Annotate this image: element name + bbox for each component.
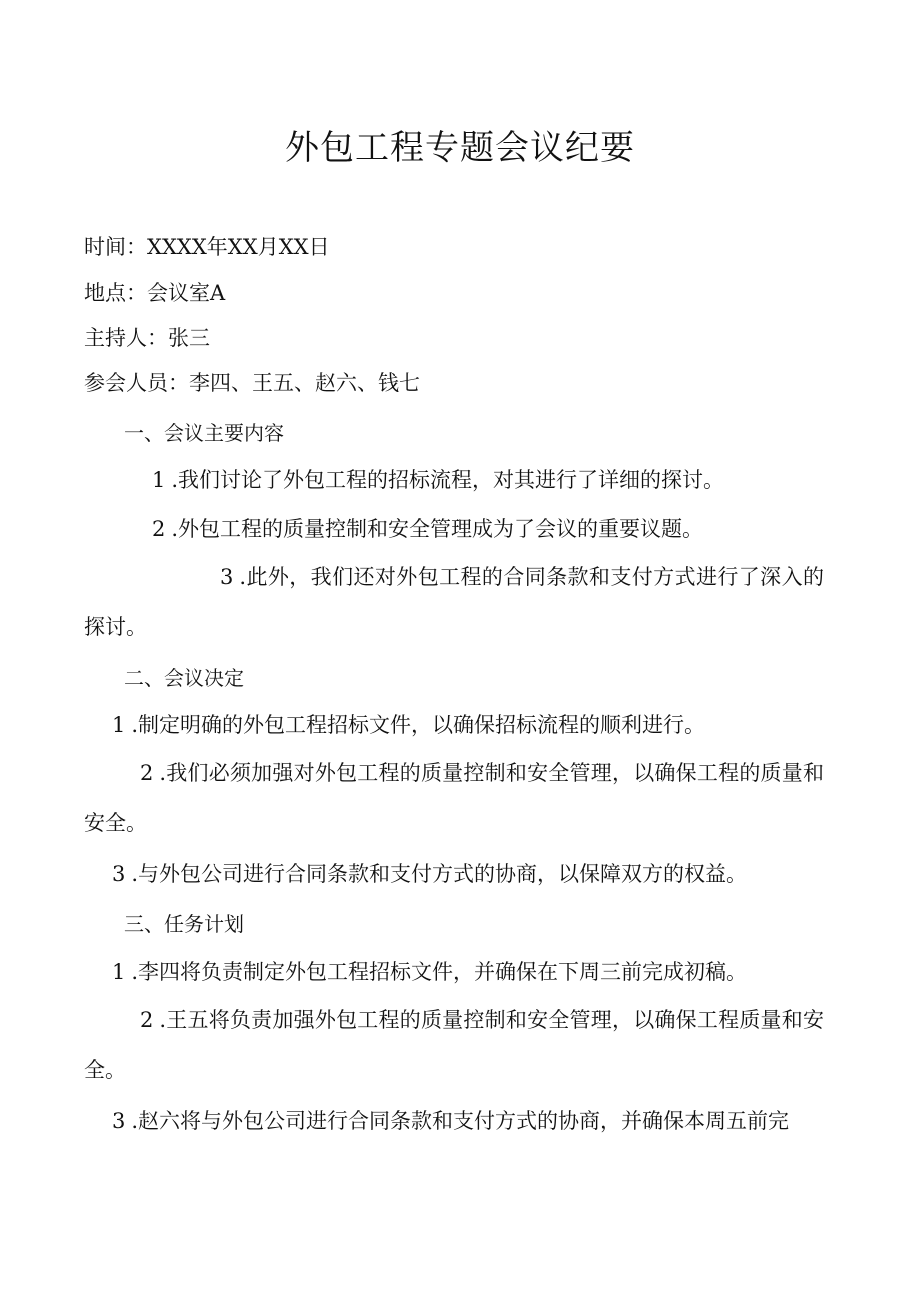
item-text: .我们必须加强对外包工程的质量控制和安全管理，以确保工程的质量和安全。 <box>84 761 824 835</box>
item-text: .李四将负责制定外包工程招标文件，并确保在下周三前完成初稿。 <box>131 960 748 984</box>
item-number: 2 <box>152 517 166 541</box>
item-number: 3 <box>112 1109 126 1133</box>
meeting-time: 时间：XXXX年XX月XX日 <box>84 235 330 259</box>
section-heading-3: 三、任务计划 <box>124 912 244 936</box>
item-text: .王五将负责加强外包工程的质量控制和安全管理，以确保工程质量和安全。 <box>84 1008 824 1082</box>
list-item <box>112 710 705 740</box>
item-number: 3 <box>112 862 126 886</box>
list-item <box>112 859 747 889</box>
item-number: 1 <box>112 960 126 984</box>
meeting-host: 主持人：张三 <box>84 326 210 350</box>
section-heading-2: 二、会议决定 <box>124 666 244 690</box>
list-item <box>112 1106 789 1136</box>
item-text: .我们讨论了外包工程的招标流程，对其进行了详细的探讨。 <box>171 468 725 492</box>
item-text: .制定明确的外包工程招标文件，以确保招标流程的顺利进行。 <box>131 713 706 737</box>
list-item <box>84 552 824 652</box>
list-item <box>152 514 703 544</box>
item-text: .此外，我们还对外包工程的合同条款和支付方式进行了深入的探讨。 <box>84 565 824 639</box>
page-title: 外包工程专题会议纪要 <box>285 128 635 168</box>
section-heading-1: 一、会议主要内容 <box>124 421 284 445</box>
item-text: .外包工程的质量控制和安全管理成为了会议的重要议题。 <box>171 517 704 541</box>
list-item <box>152 465 724 495</box>
meeting-attendees: 参会人员：李四、王五、赵六、钱七 <box>84 371 420 395</box>
item-text: .与外包公司进行合同条款和支付方式的协商，以保障双方的权益。 <box>131 862 748 886</box>
item-number: 2 <box>140 761 154 785</box>
item-number: 3 <box>220 565 234 589</box>
item-text: .赵六将与外包公司进行合同条款和支付方式的协商，并确保本周五前完 <box>131 1109 790 1133</box>
meeting-place: 地点：会议室A <box>84 281 226 305</box>
list-item <box>112 957 747 987</box>
item-number: 1 <box>112 713 126 737</box>
item-number: 2 <box>140 1008 154 1032</box>
list-item <box>84 995 824 1095</box>
list-item <box>84 748 824 848</box>
item-number: 1 <box>152 468 166 492</box>
